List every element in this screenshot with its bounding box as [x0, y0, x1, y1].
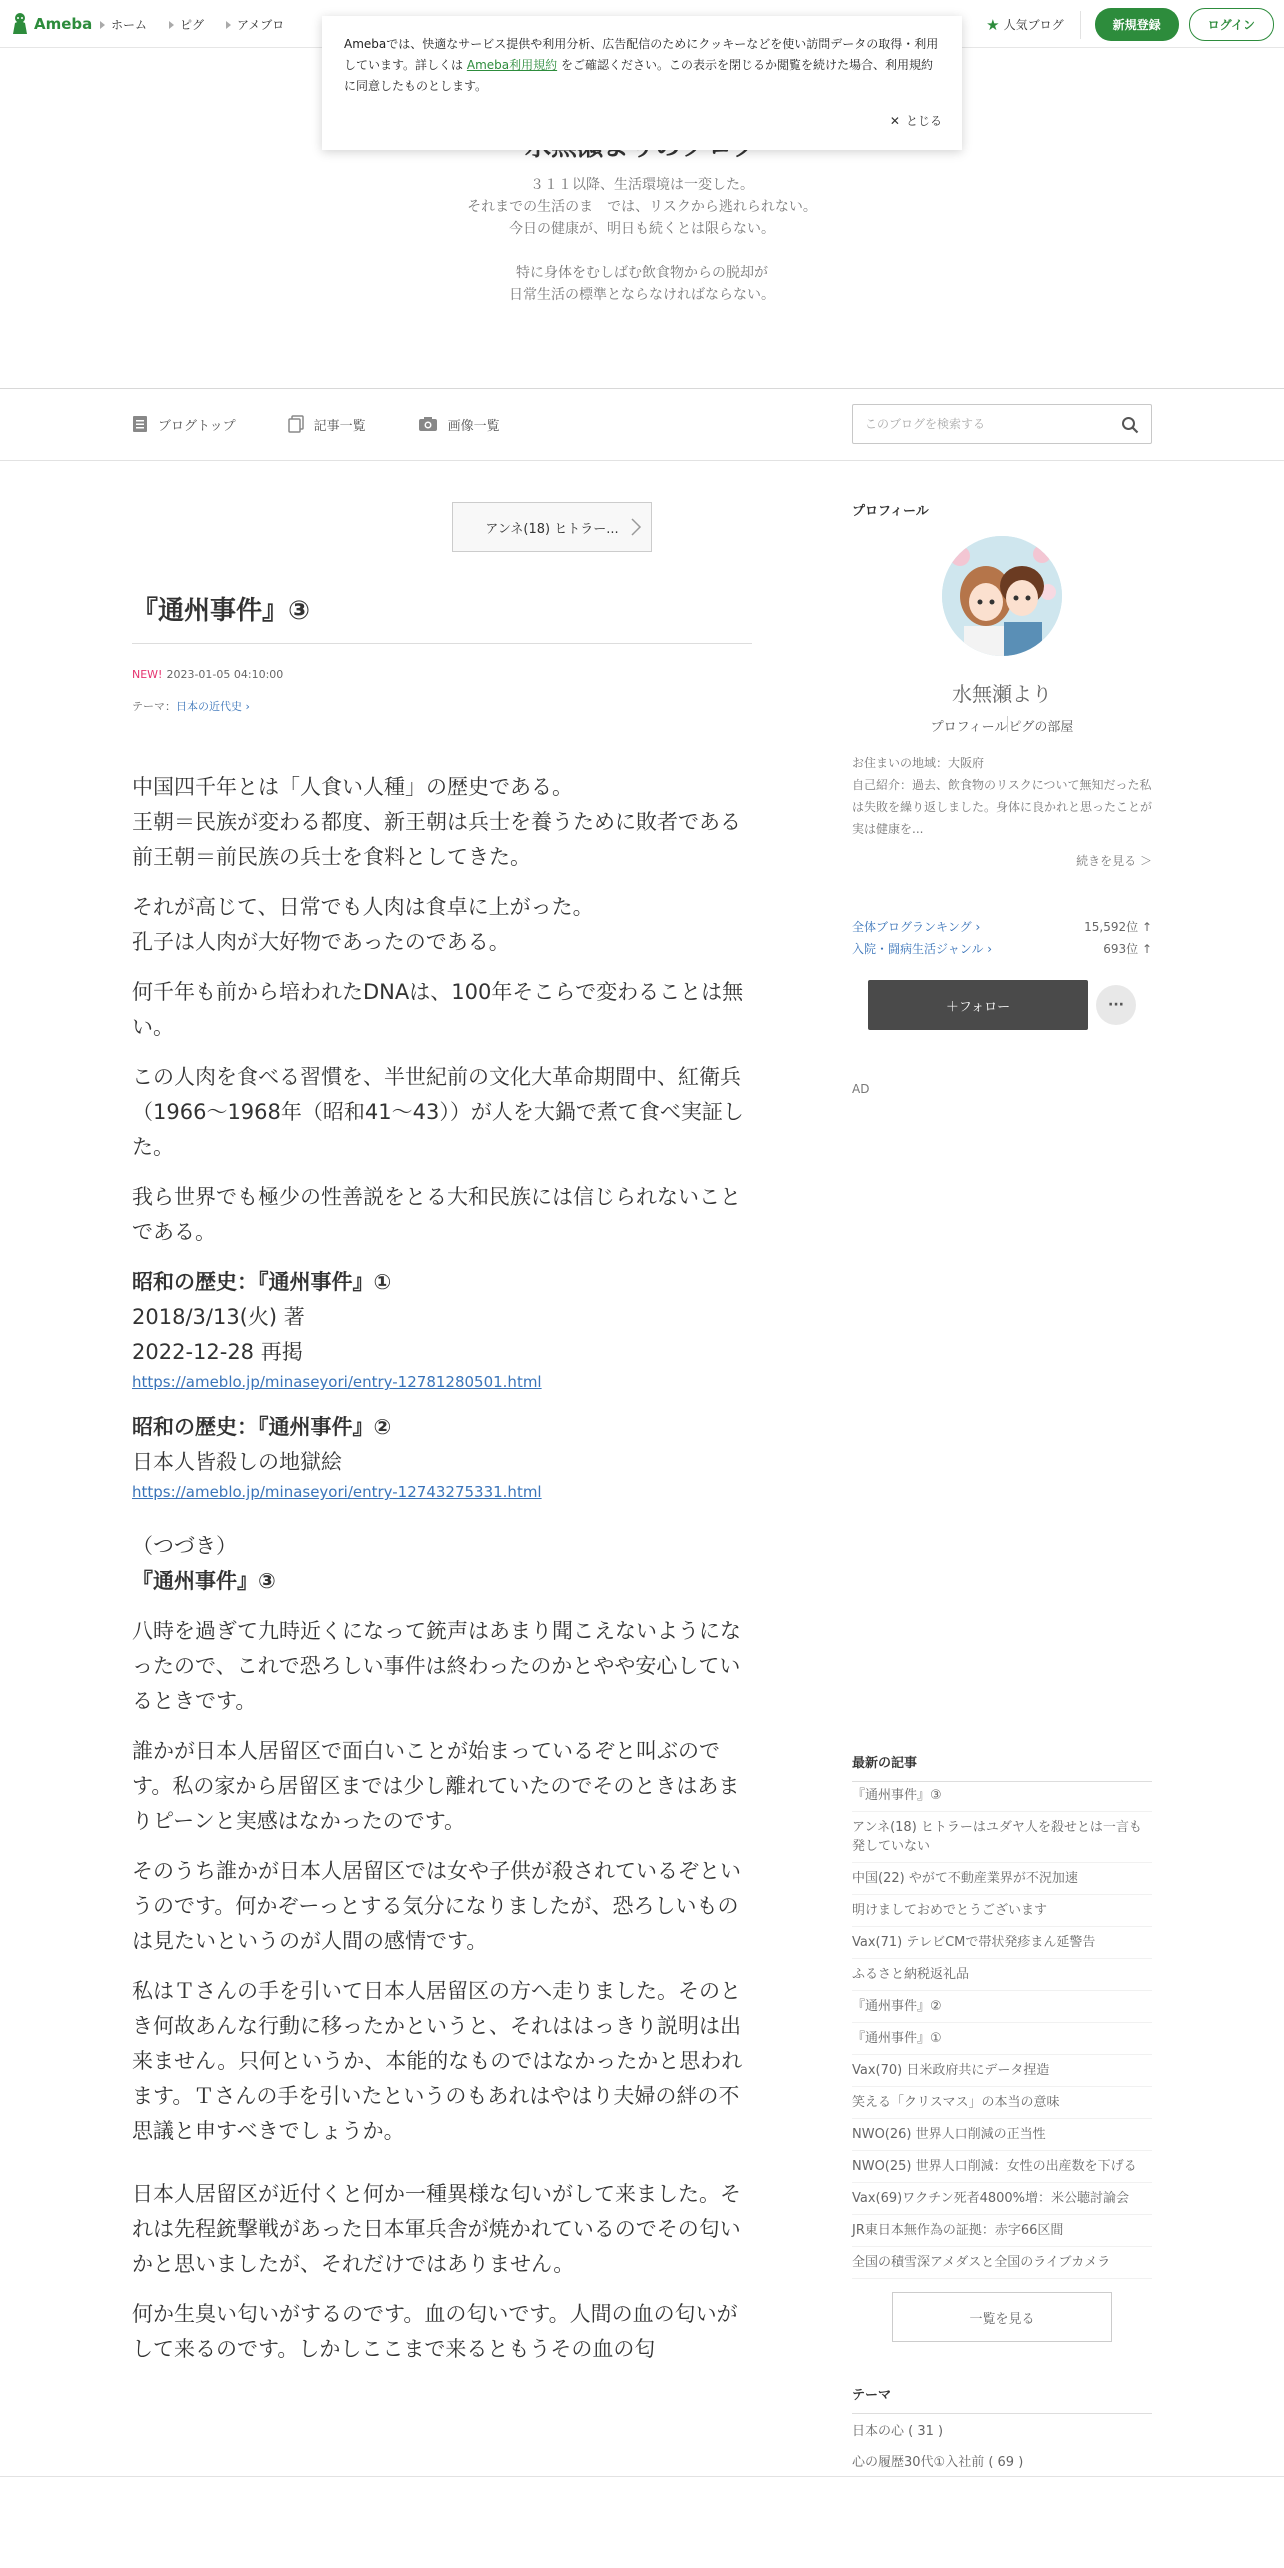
- camera-icon: [418, 416, 438, 432]
- entry-list-link[interactable]: [288, 408, 366, 440]
- ranking-row: [852, 938, 1152, 960]
- close-icon: ✕: [889, 114, 900, 128]
- global-nav: [100, 16, 284, 33]
- cookie-notice: [322, 16, 962, 150]
- profile-links: [852, 716, 1152, 735]
- new-badge: NEW!: [132, 668, 163, 681]
- text: 王朝＝民族が変わる都度、新王朝は兵士を養うために敗者である前王朝＝前民族の兵士を食料としてきた。: [132, 810, 741, 869]
- avatar[interactable]: [942, 536, 1062, 656]
- header-divider-line: [0, 388, 1284, 389]
- entry-list-label: 記事一覧: [313, 418, 366, 434]
- paragraph: 日本人居留区が近付くと何か一種異様な匂いがして来ました。それは先程銃撃戦があった日本軍兵舎が焼かれているのでその匂いかと思いましたが、それだけではありません。: [132, 2182, 741, 2276]
- date-text: 2023-01-05 04:10:00: [166, 668, 284, 681]
- cookie-close-label: とじる: [905, 114, 942, 128]
- recent-entries-list: [852, 1780, 1152, 2279]
- profile-info: [852, 752, 1152, 840]
- paragraph: この人肉を食べる習慣を、半世紀前の文化大革命期間中、紅衛兵（1966～1968年（昭和41～43））が人を大鍋で煮て食べ実証した。: [132, 1065, 744, 1159]
- cookie-text-after: をご確認ください。この表示を閉じるか閲覧を続けた場合、利用規約に同意したものとします。: [344, 58, 933, 93]
- recent-entries-heading: 最新の記事: [852, 1752, 1152, 1782]
- list-item[interactable]: 明けましておめでとうございます: [852, 1895, 1152, 1927]
- paragraph: [132, 890, 752, 960]
- follow-actions: [868, 980, 1136, 1030]
- reference-date: 2018/3/13(火) 著: [132, 1305, 305, 1329]
- ameba-logo-icon: [10, 12, 30, 36]
- reference-block-2: [132, 1410, 752, 1505]
- reference-title: 昭和の歴史：『通州事件』①: [132, 1270, 392, 1294]
- list-item[interactable]: 心の履歴30代①入社前 ( 69 ): [852, 2455, 1024, 2470]
- list-item[interactable]: Vax(71) テレビCMで帯状発疹まん延警告: [852, 1927, 1152, 1959]
- paragraph: [132, 770, 752, 875]
- list-item[interactable]: Vax(69)ワクチン死者4800%增：米公聴討論会: [852, 2183, 1152, 2215]
- blog-top-label: ブログトップ: [158, 418, 236, 434]
- nav-pig-label: ピグ: [180, 18, 205, 32]
- blog-description: ３１１以降、生活環境は一変した。 それまでの生活のま では、リスクから逃れられない。 今日の健康が、明日も続くとは限らない。 特に身体をむしばむ飲食物からの脱却が 日常生活の標準とならなければならない。: [467, 177, 817, 303]
- copy-icon: [288, 415, 304, 433]
- list-item[interactable]: アンネ(18) ヒトラーはユダヤ人を殺せとは一言も発していない: [852, 1812, 1152, 1863]
- paragraph: 私はＴさんの手を引いて日本人居留区の方へ走りました。そのとき何故あんな行動に移ったかというと、それははっきり説明は出来ません。只何というか、本能的なものではなかったかと思われます。Ｔさんの手を引いたというのもあれはやはり夫婦の絆の不思議と申すべきでしょうか。: [132, 1979, 743, 2143]
- nav-arrow-icon: [100, 21, 105, 29]
- list-item[interactable]: 全国の積雪深アメダスと全国のライブカメラ: [852, 2247, 1152, 2279]
- image-list-link[interactable]: [418, 408, 500, 440]
- ranking-row: [852, 916, 1152, 938]
- chevron-right-icon: [629, 517, 643, 537]
- list-item[interactable]: 中国(22) やがて不動産業界が不況加速: [852, 1863, 1152, 1895]
- blog-top-link[interactable]: [132, 408, 236, 440]
- pig-room-link[interactable]: ピグの部屋: [1008, 720, 1074, 735]
- ranking-value: 693位 ↑: [1103, 942, 1152, 956]
- list-item[interactable]: 日本の心 ( 31 ): [852, 2424, 944, 2439]
- read-more-link[interactable]: 続きを見る ＞: [1076, 854, 1152, 868]
- continued-label: （つづき）: [132, 1534, 237, 1558]
- overall-ranking-link[interactable]: [852, 916, 980, 938]
- text: 中国四千年とは「人食い人種」の歴史である。: [132, 775, 573, 799]
- cookie-text-before: Amebaでは、快適なサービス提供や利用分析、広告配信のためにクッキーなどを使い訪問データの取得・利用しています。詳しくは: [344, 37, 939, 72]
- blog-nav: [132, 408, 500, 440]
- more-options-button[interactable]: ···: [1096, 985, 1136, 1025]
- list-item[interactable]: 『通州事件』①: [852, 2023, 1152, 2055]
- reference-link[interactable]: https://ameblo.jp/minaseyori/entry-12781280501.html: [132, 1373, 542, 1391]
- register-button[interactable]: 新規登録: [1095, 8, 1179, 41]
- reference-subtitle: 日本人皆殺しの地獄絵: [132, 1450, 342, 1474]
- list-item[interactable]: 『通州事件』②: [852, 1991, 1152, 2023]
- login-button[interactable]: ログイン: [1189, 8, 1274, 41]
- article-body: [132, 770, 752, 2382]
- ad-label: AD: [852, 1082, 870, 1096]
- ranking-label: 全体ブログランキング: [852, 920, 972, 934]
- genre-ranking-link[interactable]: [852, 938, 992, 960]
- list-item[interactable]: NWO(26) 世界人口削減の正当性: [852, 2119, 1152, 2151]
- reference-date: 2022-12-28 再掲: [132, 1340, 303, 1364]
- chevron-right-icon: ›: [242, 700, 250, 713]
- list-item[interactable]: NWO(25) 世界人口削減：女性の出産数を下げる: [852, 2151, 1152, 2183]
- search-icon[interactable]: [1121, 416, 1139, 434]
- blog-search: [852, 404, 1152, 444]
- ameba-logo[interactable]: [10, 12, 92, 36]
- bottom-divider: [0, 2476, 1284, 2477]
- article-title: 『通州事件』③: [132, 590, 752, 644]
- header-divider: [1080, 11, 1081, 39]
- nav-arrow-icon: [169, 21, 174, 29]
- list-item[interactable]: JR東日本無作為の証拠：赤字66区間: [852, 2215, 1152, 2247]
- paragraph: 我ら世界でも極少の性善説をとる大和民族には信じられないことである。: [132, 1185, 741, 1244]
- paragraph: そのうち誰かが日本人居留区では女や子供が殺されているぞというのです。何かぞーっとする気分になりましたが、恐ろしいものは見たいというのが人間の感情です。: [132, 1859, 741, 1953]
- text: それが高じて、日常でも人肉は食卓に上がった。: [132, 895, 594, 919]
- theme-link[interactable]: 日本の近代史: [176, 700, 242, 713]
- theme-heading: テーマ: [852, 2384, 1152, 2414]
- profile-heading: プロフィール: [852, 504, 929, 519]
- paragraph: 八時を過ぎて九時近くになって銃声はあまり聞こえないようになったので、これで恐ろしい事件は終わったのかとやや安心しているときです。: [132, 1619, 741, 1713]
- list-item[interactable]: ふるさと納税返礼品: [852, 1959, 1152, 1991]
- star-icon: ★: [986, 15, 1000, 34]
- terms-link[interactable]: Ameba利用規約: [466, 58, 558, 72]
- theme-list: [852, 2416, 1152, 2478]
- profile-name[interactable]: 水無瀬より: [952, 682, 1052, 706]
- next-entry-label: アンネ(18) ヒトラー...: [485, 521, 619, 537]
- paragraph: 誰かが日本人居留区で面白いことが始まっているぞと叫ぶのです。私の家から居留区までは少し離れていたのでそのときはあまりピーンと実感はなかったのです。: [132, 1739, 740, 1833]
- logo-text: Ameba: [34, 15, 93, 33]
- cookie-close-button[interactable]: [890, 111, 942, 132]
- reference-title: 昭和の歴史：『通州事件』②: [132, 1415, 392, 1439]
- ranking: [852, 916, 1152, 960]
- chevron-right-icon: ›: [971, 920, 981, 934]
- popular-blog-link[interactable]: [986, 16, 1063, 34]
- nav-ameblo[interactable]: [226, 16, 284, 33]
- reference-block-1: [132, 1265, 752, 1395]
- nav-divider-line: [0, 460, 1284, 461]
- profile-link[interactable]: プロフィール: [930, 720, 1008, 735]
- nav-ameblo-label: アメブロ: [237, 18, 285, 32]
- image-list-label: 画像一覧: [447, 418, 500, 434]
- header-actions: [986, 8, 1274, 41]
- popular-label: 人気ブログ: [1003, 18, 1064, 32]
- introduction: 自己紹介：過去、飲食物のリスクについて無知だった私は失敗を繰り返しました。身体に良かれと思ったことが実は健康を...: [852, 778, 1153, 836]
- nav-pig[interactable]: [169, 16, 204, 33]
- reference-link[interactable]: https://ameblo.jp/minaseyori/entry-12743275331.html: [132, 1483, 542, 1501]
- article-theme: [132, 698, 250, 714]
- next-entry-button[interactable]: [452, 502, 652, 552]
- follow-button[interactable]: ＋フォロー: [868, 980, 1088, 1030]
- nav-home-label: ホーム: [111, 18, 148, 32]
- article-date: [132, 668, 283, 681]
- document-icon: [132, 415, 148, 433]
- paragraph: 何か生臭い匂いがするのです。血の匂いです。人間の血の匂いがして来るのです。しかしここまで来るともうその血の匂: [132, 2302, 738, 2361]
- continuation-block: [132, 1529, 752, 1599]
- list-item[interactable]: 笑える「クリスマス」の本当の意味: [852, 2087, 1152, 2119]
- list-item[interactable]: Vax(70) 日米政府共にデータ捏造: [852, 2055, 1152, 2087]
- ranking-label: 入院・闘病生活ジャンル: [852, 942, 984, 956]
- avatar-image: [942, 536, 1062, 656]
- nav-home[interactable]: [100, 16, 147, 33]
- chevron-right-icon: ›: [983, 942, 993, 956]
- text: 孔子は人肉が大好物であったのである。: [132, 930, 510, 954]
- ranking-value: 15,592位 ↑: [1084, 920, 1152, 934]
- view-all-button[interactable]: 一覧を見る: [892, 2292, 1112, 2342]
- paragraph: 何千年も前から培われたDNAは、100年そこらで変わることは無い。: [132, 980, 744, 1039]
- blog-search-input[interactable]: [853, 405, 1103, 443]
- theme-label: テーマ：: [132, 700, 176, 713]
- nav-arrow-icon: [226, 21, 231, 29]
- section-title: 『通州事件』③: [132, 1569, 276, 1593]
- residence: お住まいの地域：大阪府: [852, 756, 985, 770]
- list-item[interactable]: 『通州事件』③: [852, 1780, 1152, 1812]
